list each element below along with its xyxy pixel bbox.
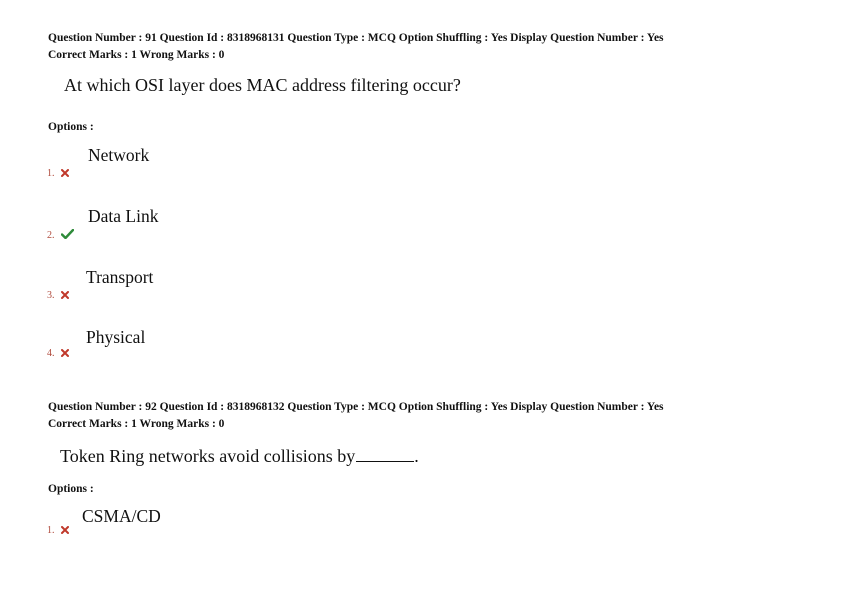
option-number: 1. — [47, 168, 69, 180]
option-number: 4. — [47, 348, 69, 360]
option-text: Transport — [86, 267, 154, 287]
question-text: At which OSI layer does MAC address filtering occur? — [64, 75, 461, 95]
cross-icon — [61, 291, 69, 302]
check-icon — [61, 229, 74, 242]
option-text: CSMA/CD — [82, 506, 161, 526]
option-number: 2. — [47, 229, 74, 242]
cross-icon — [61, 169, 69, 180]
options-label: Options : — [48, 121, 94, 133]
option-number: 1. — [47, 525, 69, 537]
option-text: Data Link — [88, 206, 159, 226]
options-label: Options : — [48, 483, 94, 495]
cross-icon — [61, 349, 69, 360]
option-number: 3. — [47, 290, 69, 302]
question-meta-line2: Correct Marks : 1 Wrong Marks : 0 — [48, 49, 225, 61]
question-meta-line1: Question Number : 92 Question Id : 8318968132 Question Type : MCQ Option Shuffling : Yes Display Question Number : Yes — [48, 401, 664, 413]
question-text: Token Ring networks avoid collisions by . — [60, 446, 419, 466]
question-meta-line1: Question Number : 91 Question Id : 8318968131 Question Type : MCQ Option Shuffling : Yes Display Question Number : Yes — [48, 32, 664, 44]
cross-icon — [61, 526, 69, 537]
question-meta-line2: Correct Marks : 1 Wrong Marks : 0 — [48, 418, 225, 430]
option-text: Network — [88, 145, 150, 165]
answer-blank — [356, 447, 414, 462]
option-text: Physical — [86, 327, 146, 347]
